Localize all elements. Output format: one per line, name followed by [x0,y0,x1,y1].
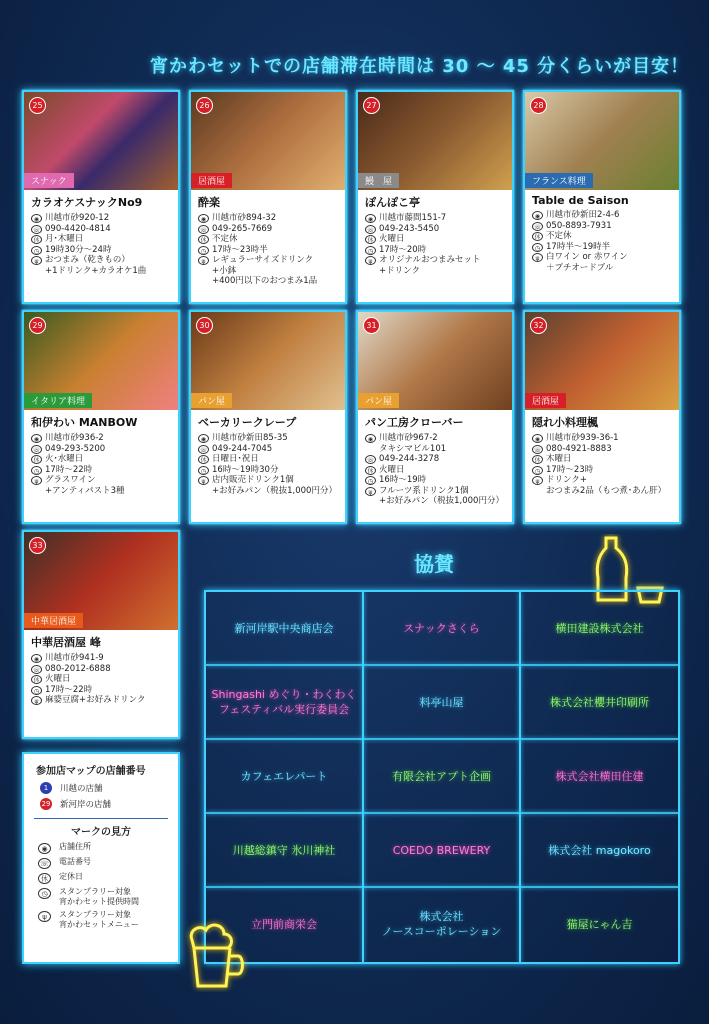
shop-name: カラオケスナックNo9 [31,196,143,209]
shop-name: パン工房クローバー [365,416,464,429]
shop-phone-row [31,224,171,235]
shop-number-badge: 31 [363,317,380,334]
category-label: 居酒屋 [191,173,232,188]
shop-address: 川越市砂894-32 [212,213,277,223]
clock-icon: ◷ [198,246,209,255]
phone-icon: ☏ [366,226,375,234]
closed-icon: 休 [365,235,376,244]
shop-menu-row [532,475,672,496]
shop-hours: 16時～19時30分 [212,464,279,475]
shop-card [523,90,681,304]
sponsor-name: 株式会社横田住建 [555,769,644,783]
legend-divider [34,818,168,819]
shop-hours: 17時半～19時半 [546,241,611,252]
shop-hours: 16時～19時 [379,475,427,485]
shop-name: ベーカリークレープ [198,416,297,429]
category-label: スナック [24,173,74,188]
mark-row [38,842,178,854]
shop-menu-row [198,475,338,496]
cutlery-icon: ψ [532,253,543,262]
shop-closed-row [198,234,338,245]
mark-row [38,872,178,884]
shop-photo [358,312,512,410]
shop-number-badge: 28 [530,97,547,114]
shop-phone-row [532,444,672,455]
shop-address: 川越市藤間151-7 [379,213,447,223]
sponsor-name: 料亭山屋 [419,695,464,709]
shop-menu: オリジナルおつまみセット +ドリンク [379,255,481,276]
closed-icon: 休 [532,232,543,241]
clock-icon: ◷ [532,243,543,252]
mark-label: 電話番号 [59,857,91,866]
closed-icon: 休 [198,235,209,244]
shop-phone-row [198,444,338,455]
cutlery-icon: ψ [31,476,42,485]
sponsor-grid [204,590,680,964]
phone-icon: ☏ [199,446,208,454]
shop-closed: 不定休 [546,231,572,241]
shop-hours: 17時～22時 [45,464,93,475]
kawagoe-number-badge: 1 [40,782,52,794]
shop-photo [24,532,178,630]
shop-phone: 050-8893-7931 [546,220,612,231]
shop-menu-row [31,695,171,706]
shop-number-badge: 25 [29,97,46,114]
shop-address-row [198,213,338,224]
closed-icon: 休 [198,455,209,464]
mark-label: スタンプラリー対象 宵かわセット提供時間 [59,887,139,906]
clock-icon: ◷ [365,476,376,485]
shop-phone: 049-265-7669 [212,223,273,234]
shop-hours-row [365,475,505,486]
closed-icon: 休 [532,455,543,464]
shop-address-row [532,433,672,444]
shop-phone: 049-244-3278 [379,454,440,464]
sponsor-name: 有限会社アプト企画 [392,769,491,783]
shop-closed-row [31,234,171,245]
shop-photo [24,92,178,190]
location-pin-icon: ◉ [31,434,42,443]
shop-menu-row [532,252,672,273]
shop-hours-row [198,245,338,256]
cutlery-icon: ψ [38,911,51,922]
location-pin-icon: ◉ [198,214,209,223]
location-pin-icon: ◉ [31,214,42,223]
legend-row-kawagoe [40,782,178,794]
location-pin-icon: ◉ [38,843,51,854]
shop-hours: 17時～20時 [379,244,427,255]
mark-label: 定休日 [59,872,83,881]
shop-menu-row [365,486,505,507]
clock-icon: ◷ [365,246,376,255]
shop-address-row [532,210,672,221]
shinkawagishi-label: 新河岸の店舗 [60,800,112,810]
sponsor-title: 協賛 [414,552,454,576]
marks-title: マークの見方 [71,827,131,838]
shop-card [189,310,347,524]
shop-address-row [365,213,505,224]
shop-phone: 080-4921-8883 [546,443,612,454]
shop-phone-row [31,664,171,675]
cutlery-icon: ψ [365,487,376,496]
location-pin-icon: ◉ [31,654,42,663]
shop-menu: レギュラーサイズドリンク +小鉢 +400円以下のおつまみ1品 [212,255,318,286]
shop-card [22,530,180,739]
shop-address-row [31,653,171,664]
category-label: 中華居酒屋 [24,613,83,628]
kawagoe-label: 川越の店舗 [60,784,103,794]
sponsor-name: カフェエレパート [240,769,328,783]
shop-closed-row [365,465,505,476]
shop-number-badge: 29 [29,317,46,334]
cutlery-icon: ψ [532,476,543,485]
shop-photo [525,312,679,410]
category-label: イタリア料理 [24,393,92,408]
shop-photo [525,92,679,190]
closed-icon: 休 [365,466,376,475]
shop-closed-row [532,231,672,242]
shop-closed: 火曜日 [379,234,405,244]
shop-hours-row [31,245,171,256]
shop-phone-row [31,444,171,455]
shop-name: ぽんぽこ亭 [365,196,420,209]
sponsor-name: Shingashi めぐり・わくわく フェスティバル実行委員会 [211,688,357,716]
shop-hours: 19時30分～24時 [45,244,112,255]
mark-row [38,910,178,930]
shop-phone-row [365,454,505,465]
shop-address-row [31,433,171,444]
location-pin-icon: ◉ [532,434,543,443]
shop-hours-row [198,465,338,476]
legend-box [22,752,180,964]
shop-name: 中華居酒屋 峰 [31,636,101,649]
shop-name: 和伊わい MANBOW [31,416,138,429]
shop-menu: 麻婆豆腐+お好みドリンク [45,695,146,705]
shop-closed: 火曜日 [379,464,405,475]
shop-hours-row [31,465,171,476]
mark-label: スタンプラリー対象 宵かわセットメニュー [59,910,139,929]
shop-card [189,90,347,304]
shop-card [22,310,180,524]
shop-address-row [198,433,338,444]
closed-icon: 休 [31,675,42,684]
shop-card [356,90,514,304]
sponsor-name: 株式会社 magokoro [548,843,651,857]
shop-closed-row [31,454,171,465]
cutlery-icon: ψ [365,256,376,265]
cutlery-icon: ψ [198,476,209,485]
shop-menu-row [365,255,505,276]
shop-closed-row [198,454,338,465]
shop-hours: 17時～23時半 [212,244,268,255]
shop-phone: 080-2012-6888 [45,663,111,674]
phone-icon: ☏ [199,226,208,234]
shop-phone: 049-293-5200 [45,443,106,454]
shop-phone-row [532,221,672,232]
phone-icon: ☏ [32,226,41,234]
sponsor-name: COEDO BREWERY [392,843,491,857]
shop-closed: 木曜日 [546,454,572,464]
clock-icon: ◷ [198,466,209,475]
sponsor-name: スナックさくら [403,621,480,635]
shop-address: 川越市砂920-12 [45,213,110,223]
shop-name: 隠れ小料理楓 [532,416,598,429]
shop-card [523,310,681,524]
shop-photo [24,312,178,410]
shop-phone: 090-4420-4814 [45,223,111,234]
shop-closed: 火曜日 [45,674,71,684]
shop-card [22,90,180,304]
shop-card [356,310,514,524]
shop-hours-row [31,685,171,696]
phone-icon: ☏ [533,446,542,454]
clock-icon: ◷ [532,466,543,475]
sponsor-name: 株式会社櫻井印刷所 [550,695,649,709]
shop-name: 酔楽 [198,196,220,209]
category-label: 居酒屋 [525,393,566,408]
shop-address-row [365,433,505,454]
location-pin-icon: ◉ [365,214,376,223]
headline: 宵かわセットでの店舗滞在時間は 30 ～ 45 分くらいが目安！ [150,56,690,77]
shop-number-badge: 30 [196,317,213,334]
shop-address: 川越市砂967-2 タキシマビル101 [379,433,447,454]
closed-icon: 休 [31,235,42,244]
shop-closed-row [31,674,171,685]
shop-address: 川越市砂新田2-4-6 [546,210,620,220]
shop-closed: 日曜日･祝日 [212,454,259,464]
clock-icon: ◷ [31,686,42,695]
sponsor-name: 新河岸駅中央商店会 [234,621,334,635]
sponsor-name: 株式会社 ノースコーポレーション [381,910,502,938]
shop-menu: フルーツ系ドリンク1個 +お好みパン（税抜1,000円分） [379,485,504,506]
shop-menu: 店内販売ドリンク1個 +お好みパン（税抜1,000円分） [212,475,337,496]
shop-menu: 白ワイン or 赤ワイン ＋プチオードブル [546,252,628,273]
phone-icon: ☏ [533,223,542,231]
phone-icon: ☏ [32,666,41,674]
shop-name: Table de Saison [532,194,629,207]
location-pin-icon: ◉ [198,434,209,443]
shop-menu-row [31,255,171,276]
category-label: パン屋 [358,393,399,408]
phone-icon: ☏ [366,457,375,464]
shop-photo [358,92,512,190]
shop-number-badge: 26 [196,97,213,114]
sponsor-name: 川越総鎮守 氷川神社 [232,843,336,857]
shop-menu-row [198,255,338,287]
clock-icon: ◷ [31,466,42,475]
legend-title: 参加店マップの店舗番号 [36,766,146,777]
shinkawagishi-number-badge: 29 [41,800,51,808]
marks-list [24,842,178,930]
shop-menu-row [31,475,171,496]
shop-closed: 月･木曜日 [45,234,84,244]
shop-menu: グラスワイン +アンティパスト3種 [45,475,125,496]
mark-row [38,887,178,907]
closed-icon: 休 [31,455,42,464]
shop-closed-row [532,454,672,465]
shop-closed: 火･水曜日 [45,454,84,464]
category-label: 鰻 屋 [358,173,399,188]
sponsor-name: 立門前商栄会 [251,917,317,931]
shop-hours-row [532,465,672,476]
shop-hours-row [532,242,672,253]
shop-phone-row [198,224,338,235]
category-label: フランス料理 [525,173,593,188]
shop-phone: 049-244-7045 [212,443,273,454]
shop-photo [191,312,345,410]
shop-address-row [31,213,171,224]
cutlery-icon: ψ [31,256,42,265]
sponsor-name: 猫屋にゃん吉 [566,917,633,931]
shop-hours-row [365,245,505,256]
mark-label: 店舗住所 [59,842,91,851]
location-pin-icon: ◉ [532,211,543,220]
clock-icon: ◷ [38,888,51,899]
phone-icon: ☏ [38,858,51,869]
shop-number-badge: 27 [363,97,380,114]
cutlery-icon: ψ [31,696,42,705]
shop-number-badge: 32 [530,317,547,334]
shop-phone-row [365,224,505,235]
closed-icon: 休 [38,873,51,884]
sponsor-name: 横田建設株式会社 [555,621,644,635]
shop-address: 川越市砂936-2 [45,433,104,443]
shop-menu: ドリンク+ おつまみ2品（もつ煮･あん肝） [546,475,667,496]
shop-photo [191,92,345,190]
shop-number-badge: 33 [29,537,46,554]
shop-closed-row [365,234,505,245]
shop-address: 川越市砂939-36-1 [546,433,619,443]
legend-row-shinkawagishi [40,798,178,810]
cutlery-icon: ψ [198,256,209,265]
shop-address: 川越市砂新田85-35 [212,433,288,443]
shop-hours: 17時～23時 [546,464,594,475]
category-label: パン屋 [191,393,232,408]
shop-closed: 不定休 [212,234,238,244]
shop-phone: 049-243-5450 [379,223,440,234]
clock-icon: ◷ [31,246,42,255]
location-pin-icon: ◉ [365,434,376,443]
shop-menu: おつまみ（乾きもの） +1ドリンク+カラオケ1曲 [45,255,147,276]
shop-address: 川越市砂941-9 [45,653,104,663]
phone-icon: ☏ [32,446,41,454]
shop-hours: 17時～22時 [45,684,93,695]
beer-mug-icon [180,918,250,992]
mark-row [38,857,178,869]
